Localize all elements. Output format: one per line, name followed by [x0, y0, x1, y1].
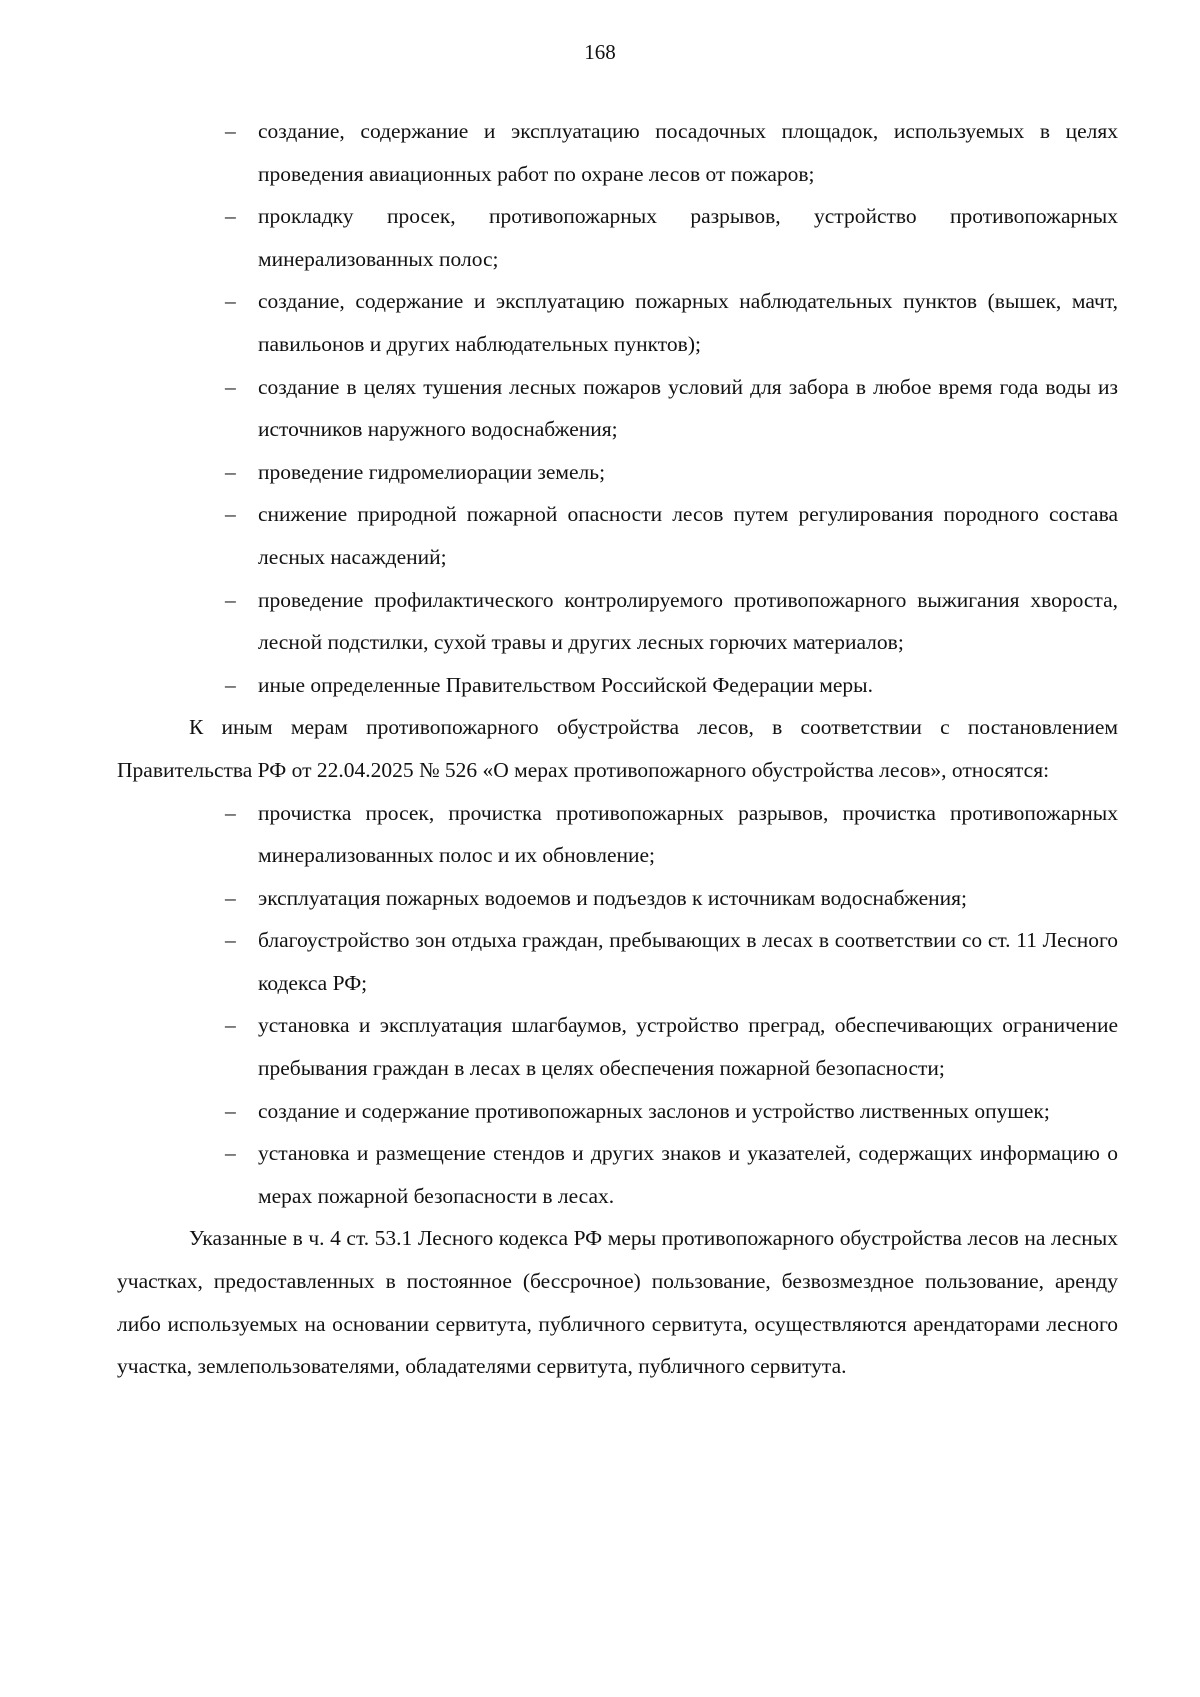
list-item [117, 366, 1118, 451]
list-item-text: иные определенные Правительством Российской Федерации меры. [258, 672, 873, 697]
page-content [117, 110, 1118, 1388]
list-item-text: эксплуатация пожарных водоемов и подъездов к источникам водоснабжения; [258, 885, 967, 910]
list-item-text: проведение гидромелиорации земель; [258, 459, 606, 484]
dash-bullet: – [225, 1141, 236, 1166]
list-item [117, 1004, 1118, 1089]
list-item [117, 579, 1118, 664]
list-item [117, 195, 1118, 280]
dash-bullet: – [225, 459, 236, 484]
list-item [117, 493, 1118, 578]
other-measures-list [117, 792, 1118, 1218]
list-item [117, 792, 1118, 877]
list-item-text: установка и эксплуатация шлагбаумов, устройство преград, обеспечивающих ограничение пребывания граждан в лесах в целях обеспечения пожарной безопасности; [258, 1013, 1118, 1081]
dash-bullet: – [225, 800, 236, 825]
list-item [117, 877, 1118, 920]
dash-bullet: – [225, 1013, 236, 1038]
fire-measures-list [117, 110, 1118, 706]
list-item [117, 451, 1118, 494]
list-item-text: проведение профилактического контролируемого противопожарного выжигания хвороста, лесной подстилки, сухой травы и других лесных горючих материалов; [258, 587, 1118, 655]
dash-bullet: – [225, 204, 236, 229]
list-item-text: снижение природной пожарной опасности лесов путем регулирования породного состава лесных насаждений; [258, 502, 1118, 569]
dash-bullet: – [225, 289, 236, 314]
dash-bullet: – [225, 119, 236, 143]
list-item [117, 1132, 1118, 1217]
dash-bullet: – [225, 672, 236, 697]
dash-bullet: – [225, 928, 236, 953]
list-item-text: создание в целях тушения лесных пожаров условий для забора в любое время года воды из источников наружного водоснабжения; [258, 374, 1118, 442]
other-measures-paragraph: К иным мерам противопожарного обустройства лесов, в соответствии с постановлением Правительства РФ от 22.04.2025 № 526 «О мерах противопожарного обустройства лесов», относятся: [117, 715, 1118, 782]
list-item-text: прокладку просек, противопожарных разрывов, устройство противопожарных минерализованных полос; [258, 204, 1118, 271]
page-number: 168 [584, 40, 616, 64]
list-item [117, 280, 1118, 365]
responsibility-paragraph: Указанные в ч. 4 ст. 53.1 Лесного кодекса РФ меры противопожарного обустройства лесов на лесных участках, предоставленных в постоянное (бессрочное) пользование, безвозмездное пользование, аренду либо используемых на основании сервитута, публичного сервитута, осуществляются арендаторами лесного участка, землепользователями, обладателями сервитута, публичного сервитута. [117, 1226, 1118, 1379]
list-item [117, 1090, 1118, 1133]
list-item-text: установка и размещение стендов и других знаков и указателей, содержащих информацию о мерах пожарной безопасности в лесах. [258, 1141, 1118, 1208]
dash-bullet: – [225, 502, 236, 527]
dash-bullet: – [225, 885, 236, 910]
list-item [117, 664, 1118, 707]
list-item-text: создание, содержание и эксплуатацию посадочных площадок, используемых в целях проведения авиационных работ по охране лесов от пожаров; [258, 119, 1118, 186]
list-item-text: благоустройство зон отдыха граждан, пребывающих в лесах в соответствии со ст. 11 Лесного кодекса РФ; [258, 928, 1118, 995]
list-item [117, 919, 1118, 1004]
list-item [117, 110, 1118, 195]
list-item-text: прочистка просек, прочистка противопожарных разрывов, прочистка противопожарных минерализованных полос и их обновление; [258, 800, 1118, 868]
dash-bullet: – [225, 374, 236, 399]
dash-bullet: – [225, 1098, 236, 1123]
list-item-text: создание и содержание противопожарных заслонов и устройство лиственных опушек; [258, 1098, 1050, 1123]
dash-bullet: – [225, 587, 236, 612]
list-item-text: создание, содержание и эксплуатацию пожарных наблюдательных пунктов (вышек, мачт, павильонов и других наблюдательных пунктов); [258, 289, 1118, 356]
